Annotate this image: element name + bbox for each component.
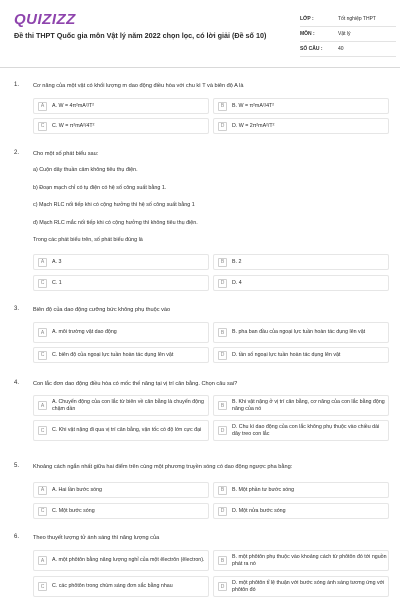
meta-class-value: Tốt nghiệp THPT — [338, 16, 376, 22]
question-number: 1. — [14, 82, 20, 88]
option-a[interactable] — [33, 395, 209, 416]
option-letter: C — [38, 122, 47, 131]
statement-a: a) Cuộn dây thuần cảm không tiêu thụ điện. — [33, 167, 138, 173]
option-a[interactable] — [33, 482, 209, 498]
option-c[interactable] — [33, 503, 209, 519]
question-3 — [14, 306, 386, 368]
option-text: C. Một bước sóng — [52, 507, 95, 514]
option-d[interactable] — [213, 275, 389, 291]
option-c[interactable] — [33, 576, 209, 597]
option-letter: C — [38, 426, 47, 435]
meta-class-row — [300, 12, 396, 27]
option-letter: D — [218, 507, 227, 516]
option-text: B. Một phần tư bước sóng — [232, 486, 295, 493]
question-1 — [14, 82, 386, 136]
option-b[interactable] — [213, 254, 389, 270]
option-text: D. Một nửa bước sóng — [232, 507, 286, 514]
question-number: 3. — [14, 306, 20, 312]
option-letter: D — [218, 351, 227, 360]
question-4 — [14, 380, 386, 448]
question-text: Cho một số phát biểu sau: — [33, 151, 99, 157]
option-text: B. Khi vật nặng ở vị trí cân bằng, cơ năng của con lắc bằng động năng của nó — [232, 398, 385, 412]
question-number: 2. — [14, 150, 20, 156]
option-letter: A — [38, 486, 47, 495]
option-letter: B — [218, 401, 227, 410]
option-text: A. môi trường vật dao động — [52, 329, 117, 335]
option-a[interactable] — [33, 322, 209, 343]
option-d[interactable] — [213, 420, 389, 441]
question-prompt: Trong các phát biểu trên, số phát biểu đúng là — [33, 237, 143, 243]
option-text: D. 4 — [232, 279, 242, 286]
option-text: B. W = π²mA²/4T² — [232, 102, 275, 109]
option-c[interactable] — [33, 118, 209, 134]
option-text: D. tần số ngoại lực tuần hoàn tác dụng lên vật — [232, 351, 341, 358]
option-letter: C — [38, 351, 47, 360]
option-letter: D — [218, 122, 227, 131]
option-letter: D — [218, 582, 227, 591]
option-c[interactable] — [33, 347, 209, 363]
option-text: A. Chuyển động của con lắc từ biên về cân bằng là chuyển động chậm dần — [52, 398, 204, 412]
question-text: Khoảng cách ngắn nhất giữa hai điểm trên cùng một phương truyền sóng có dao động ngược pha bằng: — [33, 464, 293, 470]
quizizz-logo: QUIZIZZ — [14, 11, 76, 28]
option-d[interactable] — [213, 503, 389, 519]
statement-b: b) Đoạn mạch chỉ có tụ điện có hệ số công suất bằng 1. — [33, 185, 167, 191]
meta-count-label: SỐ CÂU : — [300, 46, 323, 52]
option-b[interactable] — [213, 395, 389, 416]
meta-subject-label: MÔN : — [300, 31, 315, 37]
meta-count-row — [300, 42, 396, 57]
option-letter: B — [218, 258, 227, 267]
option-text: A. W = 4π²mA²/T² — [52, 102, 95, 109]
question-text: Con lắc đơn dao động điều hòa có mốc thế năng tại vị trí cân bằng. Chọn câu sai? — [33, 381, 238, 387]
option-b[interactable] — [213, 550, 389, 571]
option-text: A. 3 — [52, 258, 62, 265]
option-text: C. 1 — [52, 279, 62, 286]
option-a[interactable] — [33, 550, 209, 571]
option-text: B. một phôtôn phụ thuộc vào khoảng cách từ phôtôn đó tới nguồn phát ra nó — [232, 553, 387, 567]
option-letter: C — [38, 279, 47, 288]
option-letter: C — [38, 582, 47, 591]
worksheet-title: Đề thi THPT Quốc gia môn Vật lý năm 2022 chọn lọc, có lời giải (Đề số 10) — [14, 31, 267, 40]
option-a[interactable] — [33, 98, 209, 114]
option-c[interactable] — [33, 275, 209, 291]
worksheet-meta — [300, 12, 396, 57]
option-b[interactable] — [213, 482, 389, 498]
meta-subject-value: Vật lý — [338, 31, 351, 37]
question-number: 5. — [14, 463, 20, 469]
option-letter: A — [38, 102, 47, 111]
option-text: D. Chu kì dao động của con lắc không phụ thuộc vào chiều dài dây treo con lắc — [232, 423, 380, 437]
statement-d: d) Mạch RLC mắc nối tiếp khi có cộng hưởng thì không tiêu thụ điện. — [33, 220, 198, 226]
option-letter: A — [38, 556, 47, 565]
option-letter: A — [38, 328, 47, 337]
question-number: 6. — [14, 534, 20, 540]
option-letter: B — [218, 102, 227, 111]
option-b[interactable] — [213, 322, 389, 343]
question-text: Biên độ của dao động cưỡng bức không phụ thuộc vào — [33, 307, 171, 313]
question-text: Theo thuyết lượng tử ánh sáng thì năng lượng của — [33, 535, 160, 541]
option-letter: D — [218, 426, 227, 435]
option-letter: B — [218, 556, 227, 565]
option-text: D. một phôtôn tỉ lệ thuận với bước sóng ánh sáng tương ứng với phôtôn đó — [232, 579, 385, 593]
option-letter: A — [38, 258, 47, 267]
option-letter: C — [38, 507, 47, 516]
option-d[interactable] — [213, 347, 389, 363]
meta-class-label: LỚP : — [300, 16, 314, 22]
option-letter: A — [38, 401, 47, 410]
option-letter: B — [218, 486, 227, 495]
option-text: C. Khi vật nặng đi qua vị trí cân bằng, vận tốc có độ lớn cực đại — [52, 427, 202, 433]
option-letter: D — [218, 279, 227, 288]
question-text: Cơ năng của một vật có khối lượng m dao động điều hòa với chu kì T và biên độ A là — [33, 83, 244, 89]
option-text: C. W = π²mA²/4T² — [52, 122, 95, 129]
option-a[interactable] — [33, 254, 209, 270]
question-number: 4. — [14, 380, 20, 386]
question-2 — [14, 150, 386, 292]
question-5 — [14, 463, 386, 521]
option-d[interactable] — [213, 118, 389, 134]
option-d[interactable] — [213, 576, 389, 597]
option-text: A. một phôtôn bằng năng lượng nghỉ của một êlectrôn (êlectron). — [52, 557, 205, 563]
worksheet-header — [0, 0, 400, 68]
option-text: B. pha ban đầu của ngoại lực tuần hoàn tác dụng lên vật — [232, 329, 366, 335]
option-b[interactable] — [213, 98, 389, 114]
meta-subject-row — [300, 27, 396, 42]
option-text: C. biên độ của ngoại lực tuần hoàn tác dụng lên vật — [52, 351, 174, 358]
option-c[interactable] — [33, 420, 209, 441]
statement-c: c) Mạch RLC nối tiếp khi có cộng hưởng thì hệ số công suất bằng 1 — [33, 202, 195, 208]
option-letter: B — [218, 328, 227, 337]
option-text: B. 2 — [232, 258, 242, 265]
meta-count-value: 40 — [338, 46, 344, 52]
option-text: C. các phôtôn trong chùm sáng đơn sắc bằng nhau — [52, 583, 173, 589]
option-text: D. W = 2π²mA²/T² — [232, 122, 275, 129]
question-6 — [14, 534, 386, 600]
option-text: A. Hai lần bước sóng — [52, 486, 103, 493]
